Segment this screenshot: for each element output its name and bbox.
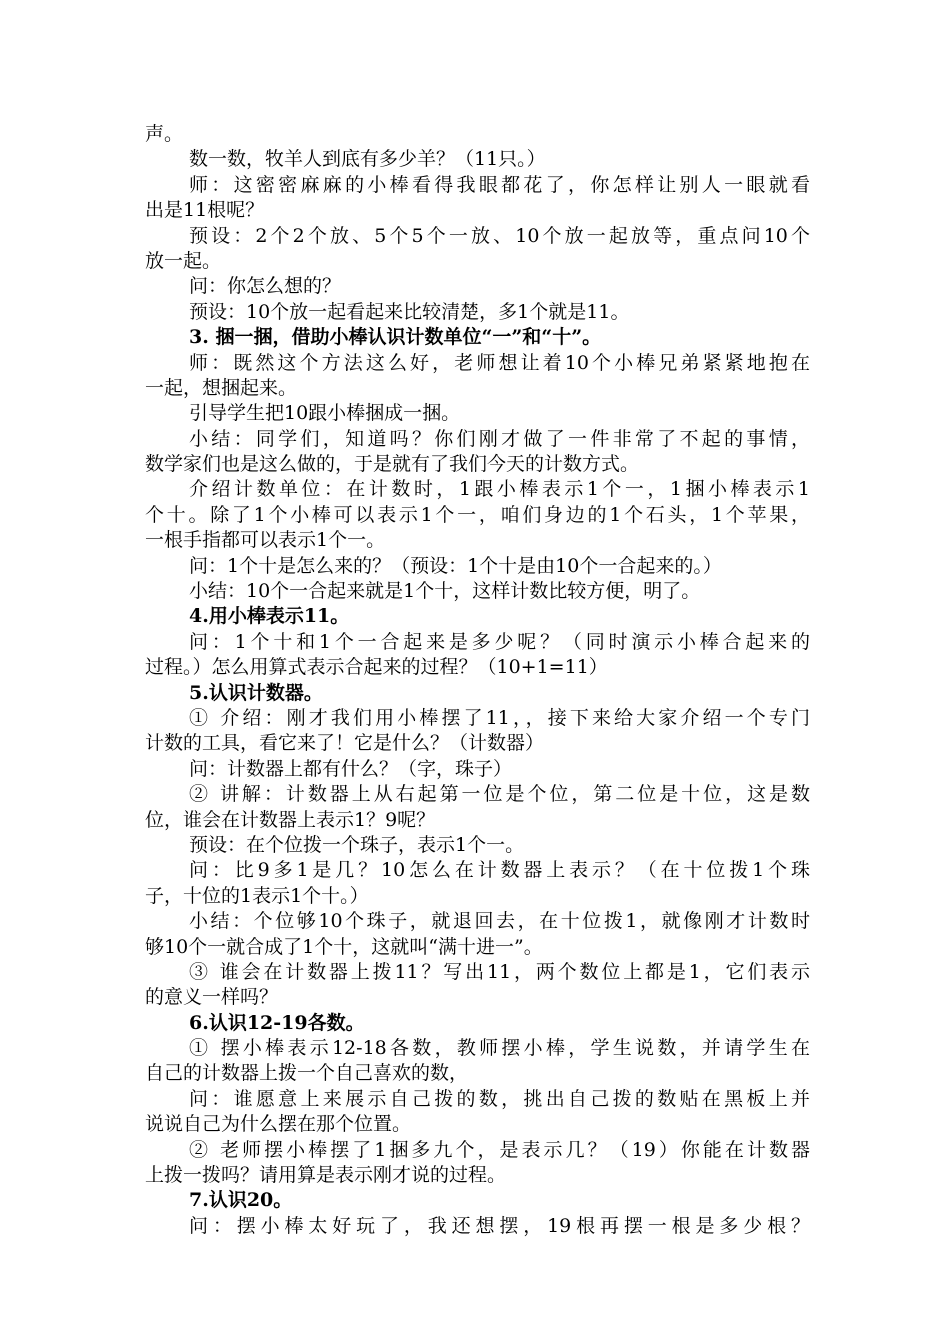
section-heading: 3. 捆一捆，借助小棒认识计数单位“一”和“十”。 <box>189 326 602 349</box>
text-line: 出是11根呢？ <box>145 199 265 222</box>
text-line: ① 介绍：刚才我们用小棒摆了11，，接下来给大家介绍一个专门 <box>189 706 810 729</box>
text-line: 自己的计数器上拨一个自己喜欢的数， <box>145 1062 469 1085</box>
text-line: 说说自己为什么摆在那个位置。 <box>145 1113 412 1136</box>
text-line: 计数的工具，看它来了！它是什么？（计数器） <box>145 732 545 755</box>
text-line: 子，十位的1表示1个十。） <box>145 884 369 907</box>
text-line: 预设：10个放一起看起来比较清楚，多1个就是11。 <box>189 300 630 323</box>
text-line: 够10个一就合成了1个十，这就叫“满十进一”。 <box>145 935 543 958</box>
text-line: 放一起。 <box>145 249 222 272</box>
text-line: 介绍计数单位：在计数时，1跟小棒表示1个一，1捆小棒表示1 <box>189 478 810 501</box>
text-line: 个十。除了1个小棒可以表示1个一，咱们身边的1个石头，1个苹果， <box>145 503 810 526</box>
text-line: 小结：个位够10个珠子，就退回去，在十位拨1，就像刚才计数时 <box>189 910 810 933</box>
text-line: 一起，想捆起来。 <box>145 376 298 399</box>
text-line: 预设：在个位拨一个珠子，表示1个一。 <box>189 833 525 856</box>
section-heading: 4.用小棒表示11。 <box>189 605 350 628</box>
text-line: 问：谁愿意上来展示自己拨的数，挑出自己拨的数贴在黑板上并 <box>189 1087 810 1110</box>
text-line: 小结：10个一合起来就是1个十，这样计数比较方便，明了。 <box>189 580 701 603</box>
text-line: 上拨一拨吗？请用算是表示刚才说的过程。 <box>145 1164 507 1187</box>
text-line: 预设：2个2个放、5个5个一放、10个放一起放等，重点问10个 <box>189 224 810 247</box>
text-line: 数一数，牧羊人到底有多少羊？（11只。） <box>189 148 546 171</box>
text-line: 位，谁会在计数器上表示1？9呢？ <box>145 808 436 831</box>
text-line: 引导学生把10跟小棒捆成一捆。 <box>189 402 461 425</box>
text-line: ② 老师摆小棒摆了1捆多九个，是表示几？（19）你能在计数器 <box>189 1138 810 1161</box>
text-line: 的意义一样吗？ <box>145 986 279 1009</box>
text-line: 问：比9多1是几？10怎么在计数器上表示？（在十位拨1个珠 <box>189 859 810 882</box>
text-line: ① 摆小棒表示12-18各数，教师摆小棒，学生说数，并请学生在 <box>189 1037 810 1060</box>
text-line: 过程。）怎么用算式表示合起来的过程？（10+1=11） <box>145 656 608 679</box>
section-heading: 6.认识12-19各数。 <box>189 1011 365 1034</box>
text-line: 问：1个十是怎么来的？（预设：1个十是由10个一合起来的。） <box>189 554 722 577</box>
text-line: 师：既然这个方法这么好，老师想让着10个小棒兄弟紧紧地抱在 <box>189 351 810 374</box>
document-body <box>145 122 810 1239</box>
text-line: 师：这密密麻麻的小棒看得我眼都花了，你怎样让别人一眼就看 <box>189 173 810 196</box>
text-line: 问：摆小棒太好玩了，我还想摆，19根再摆一根是多少根？ <box>189 1214 810 1237</box>
text-line: ② 讲解：计数器上从右起第一位是个位，第二位是十位，这是数 <box>189 783 810 806</box>
text-line: 声。 <box>145 123 184 145</box>
text-line: 问：1个十和1个一合起来是多少呢？（同时演示小棒合起来的 <box>189 630 810 653</box>
text-line: 小结：同学们，知道吗？你们刚才做了一件非常了不起的事情， <box>189 427 810 450</box>
text-line: 数学家们也是这么做的，于是就有了我们今天的计数方式。 <box>145 453 640 476</box>
section-heading: 5.认识计数器。 <box>189 681 323 704</box>
text-line: 问：你怎么想的？ <box>189 275 342 298</box>
text-line: ③ 谁会在计数器上拨11？写出11，两个数位上都是1，它们表示 <box>189 960 810 983</box>
text-line: 一根手指都可以表示1个一。 <box>145 529 386 552</box>
text-line: 问：计数器上都有什么？（字，珠子） <box>189 757 513 780</box>
section-heading: 7.认识20。 <box>189 1189 293 1212</box>
